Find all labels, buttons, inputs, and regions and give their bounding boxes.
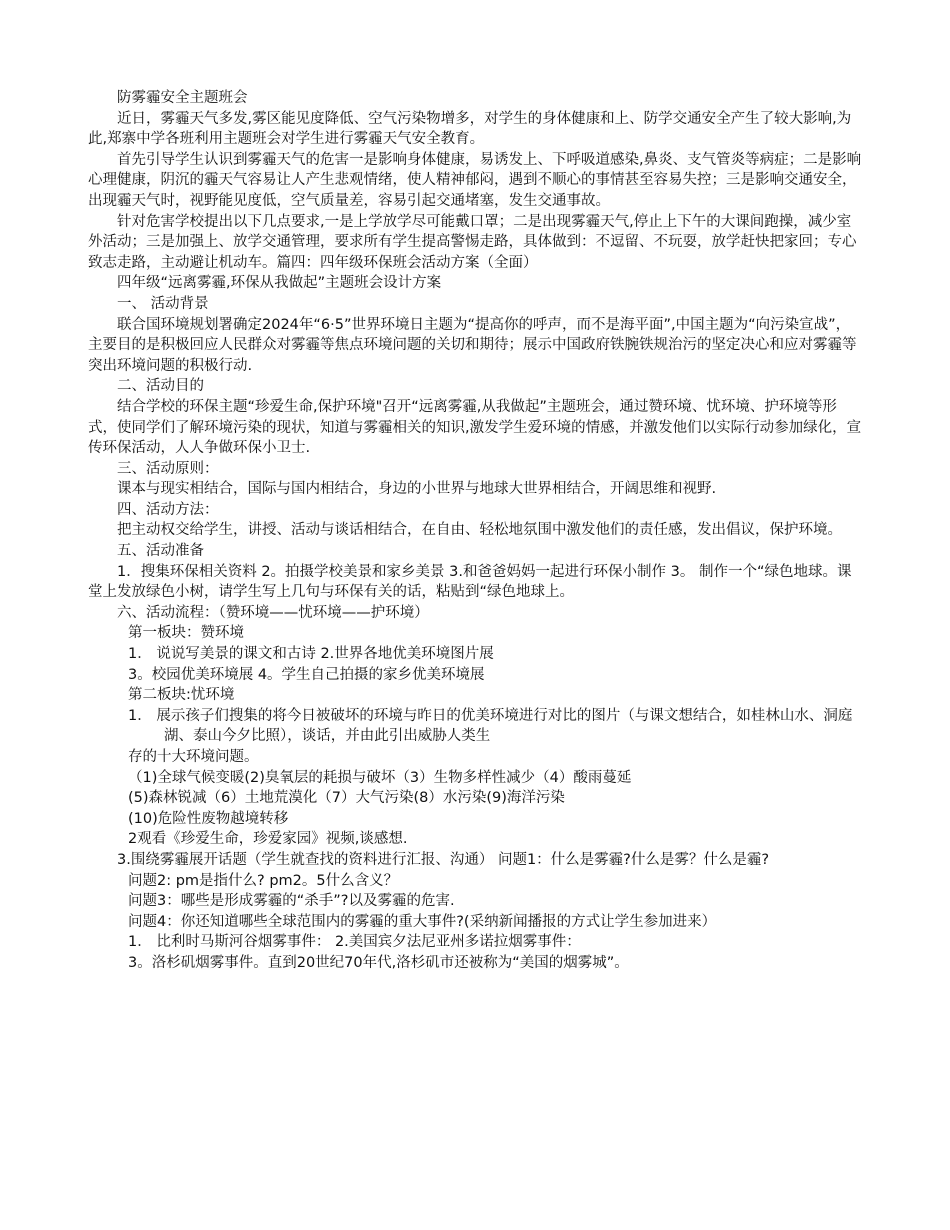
list-item: （1)全球气候变暖(2)臭氧层的耗损与破坏（3）生物多样性减少（4）酸雨蔓延 (128, 769, 632, 786)
paragraph: 课本与现实相结合，国际与国内相结合，身边的小世界与地球大世界相结合，开阔思维和视野. (117, 481, 717, 498)
list-item: 3。洛杉矶烟雾事件。直到20世纪70年代,洛杉矶市还被称为“美国的烟雾城”。 (128, 954, 629, 971)
block-heading: 第一板块：赞环境 (128, 625, 244, 642)
question: 问题2: pm是指什么? pm2。5什么含义？ (128, 872, 399, 889)
question: 问题4：你还知道哪些全球范围内的雾霾的重大事件?(采纳新闻播报的方式让学生参加进来） (128, 913, 717, 930)
document-title: 防雾霾安全主题班会 (117, 90, 248, 106)
list-item: 1． 说说写美景的课文和古诗 2.世界各地优美环境图片展 (128, 646, 494, 663)
list-item: 1． 比利时马斯河谷烟雾事件： 2.美国宾夕法尼亚州多诺拉烟雾事件： (128, 934, 581, 951)
plan-title: 四年级“远离雾霾,环保从我做起”主题班会设计方案 (117, 275, 442, 292)
block-heading: 第二板块:忧环境 (128, 687, 235, 704)
paragraph: 近日，雾霾天气多发,雾区能见度降低、空气污染物增多，对学生的身体健康和上、防学交通安全产生了较大影响,为此,郑寨中学各班利用主题班会对学生进行雾霾天气安全教育。 (88, 110, 852, 148)
paragraph: 1．搜集环保相关资料 2。拍摄学校美景和家乡美景 3.和爸爸妈妈一起进行环保小制作 3。 制作一个“绿色地球。课堂上发放绿色小树，请学生写上几句与环保有关的话，粘贴到“绿色地球上。 (88, 563, 852, 601)
paragraph: 首先引导学生认识到雾霾天气的危害一是影响身体健康，易诱发上、下呼吸道感染,鼻炎、支气管炎等病症；二是影响心理健康，阴沉的霾天气容易让人产生悲观情绪，使人精神郁闷，遇到不顺心的事情甚至容易失控；三是影响交通安全，出现霾天气时，视野能见度低，空气质量差，容易引起交通堵塞，发生交通事故。 (88, 151, 862, 209)
list-item: 1． 展示孩子们搜集的将今日被破坏的环境与昨日的优美环境进行对比的图片（与课文想结合，如桂林山水、洞庭湖、泰山今夕比照），谈话，并由此引出威胁人类生 (128, 707, 853, 745)
section-heading: 六、活动流程：（赞环境——忧环境——护环境） (117, 604, 429, 621)
list-item: 存的十大环境问题。 (128, 749, 259, 765)
paragraph: 针对危害学校提出以下几点要求,一是上学放学尽可能戴口罩；二是出现雾霾天气,停止上下午的大课间跑操，减少室外活动；三是加强上、放学交通管理，要求所有学生提高警惕走路，具体做到：不逗留、不玩耍，放学赶快把家回；专心致志走路，主动避让机动车。篇四：四年级环保班会活动方案（全面） (88, 213, 857, 271)
paragraph: 联合国环境规划署确定2024年“6·5”世界环境日主题为“提高你的呼声，而不是海平面”,中国主题为“向污染宣战”， 主要目的是积极回应人民群众对雾霾等焦点环境问题的关切和期待；展示中国政府铁腕铁规治污的坚定决心和应对雾霾等突出环境问题的积极行动. (88, 316, 857, 374)
list-item: 2观看《珍爱生命，珍爱家园》视频,谈感想. (128, 831, 408, 848)
paragraph: 把主动权交给学生，讲授、活动与谈话相结合，在自由、轻松地氛围中激发他们的责任感，发出倡议，保护环境。 (117, 522, 842, 539)
document-body (88, 88, 864, 974)
section-heading: 一、 活动背景 (117, 295, 209, 312)
section-heading: 二、活动目的 (117, 378, 204, 395)
question: 问题3：哪些是形成雾霾的“杀手”?以及雾霾的危害. (128, 893, 455, 910)
list-item: (5)森林锐减（6）土地荒漠化（7）大气污染(8）水污染(9)海洋污染 (128, 790, 565, 807)
list-item: (10)危险性废物越境转移 (128, 810, 289, 827)
paragraph: 结合学校的环保主题“珍爱生命,保护环境"召开“远离雾霾,从我做起”主题班会，通过赞环境、忧环境、护环境等形式，使同学们了解环境污染的现状，知道与雾霾相关的知识,激发学生爱环境的情感，并激发他们以实际行动参加绿化，宣传环保活动，人人争做环保小卫士. (88, 398, 862, 457)
section-heading: 五、活动准备 (117, 543, 204, 560)
list-item: 3。校园优美环境展 4。学生自己拍摄的家乡优美环境展 (128, 666, 485, 683)
section-heading: 四、活动方法： (117, 501, 219, 518)
section-heading: 三、活动原则： (117, 460, 219, 477)
list-item: 3.围绕雾霾展开话题（学生就查找的资料进行汇报、沟通） 问题1：什么是雾霾?什么是雾？什么是霾? (117, 851, 770, 868)
